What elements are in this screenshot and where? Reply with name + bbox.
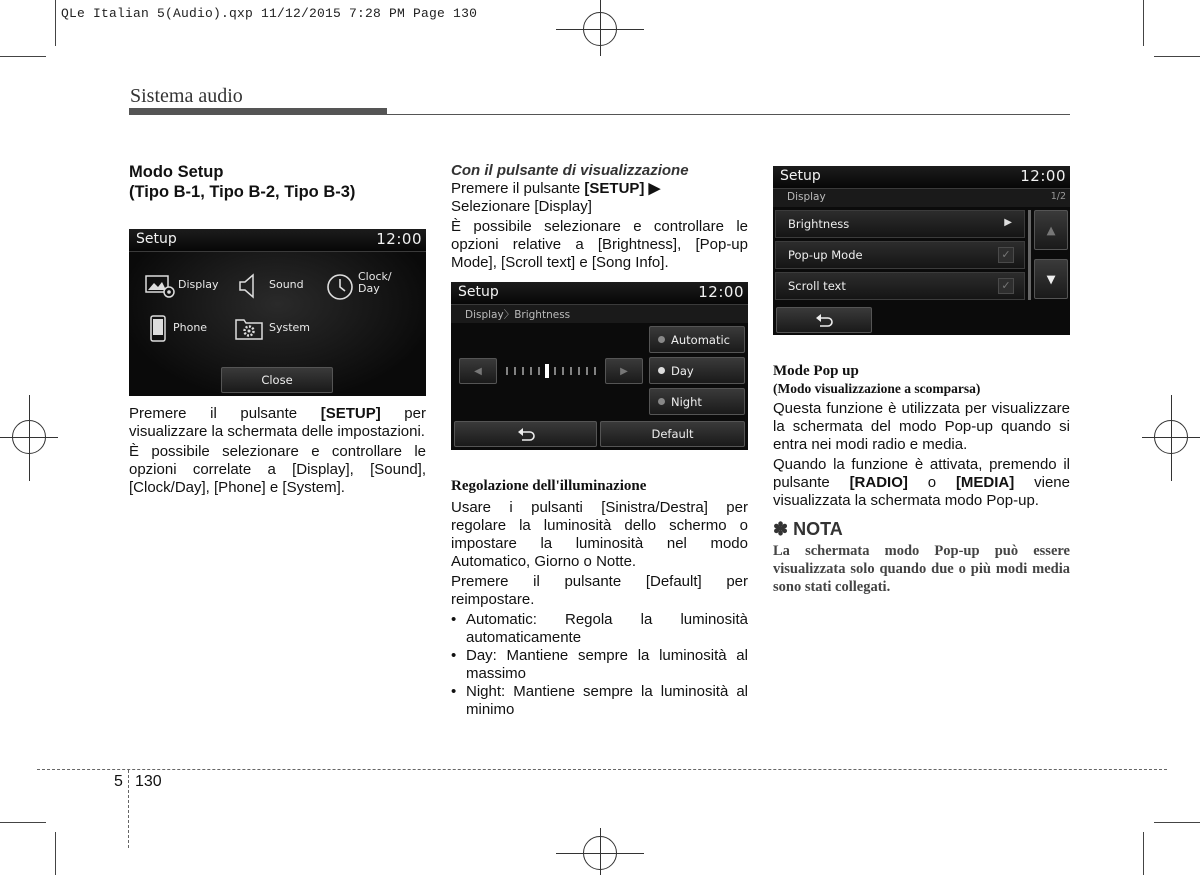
heading-popup-mode-sub: (Modo visualizzazione a scomparsa) bbox=[773, 381, 981, 396]
crop-mark bbox=[1154, 822, 1200, 823]
row-label: Brightness bbox=[788, 217, 850, 231]
button-reference: [RADIO] bbox=[849, 474, 908, 491]
paragraph: Usare i pulsanti [Sinistra/Destra] per regolare la luminosità dello schermo o impostare la luminosità nel modo Automatico, Giorno o Notte. bbox=[451, 499, 748, 570]
note-text: La schermata modo Pop-up può essere visualizzata solo quando due o più modi media sono stati collegati. bbox=[773, 543, 1070, 595]
paragraph: È possibile selezionare e controllare le opzioni relative a [Brightness], [Pop-up Mode], [Scroll text] e [Song Info]. bbox=[451, 218, 748, 271]
clock-icon bbox=[326, 273, 354, 301]
screen-title: Setup bbox=[458, 284, 499, 300]
paragraph bbox=[773, 456, 1070, 510]
subheading: Con il pulsante di visualizzazione bbox=[451, 162, 689, 179]
speaker-icon bbox=[237, 273, 261, 299]
paragraph bbox=[129, 405, 426, 441]
option-night[interactable] bbox=[649, 388, 745, 415]
phone-icon bbox=[149, 315, 167, 343]
setup-item-clock-day[interactable] bbox=[326, 271, 421, 305]
screen-subtitle: Display bbox=[787, 191, 826, 203]
setup-item-label: Phone bbox=[173, 321, 208, 334]
options-list bbox=[451, 611, 748, 719]
screen-clock: 12:00 bbox=[1020, 167, 1066, 185]
subtitle-bar bbox=[773, 189, 1070, 207]
column-1 bbox=[129, 162, 426, 202]
setup-item-label: System bbox=[269, 321, 311, 334]
screen-header bbox=[129, 229, 426, 252]
left-arrow-icon: ◀ bbox=[474, 365, 482, 377]
brightness-left-button[interactable] bbox=[459, 358, 497, 384]
button-reference: [SETUP] ▶ bbox=[584, 180, 661, 197]
setup-item-display[interactable] bbox=[145, 273, 235, 303]
breadcrumb: Display〉Brightness bbox=[465, 309, 571, 321]
screen-clock: 12:00 bbox=[376, 230, 422, 248]
paragraph: Premere il pulsante [Default] per reimpostare. bbox=[451, 573, 748, 608]
note-title: ✽ NOTA bbox=[773, 519, 843, 539]
setup-item-phone[interactable] bbox=[149, 315, 229, 345]
right-arrow-icon: ▶ bbox=[620, 365, 628, 377]
default-button[interactable]: Default bbox=[600, 421, 745, 447]
display-icon bbox=[145, 273, 177, 299]
page-indicator: 1/2 bbox=[1050, 191, 1066, 202]
button-reference: [SETUP] bbox=[320, 405, 381, 422]
setup-item-sound[interactable] bbox=[237, 273, 317, 303]
heading-setup-types: (Tipo B-1, Tipo B-2, Tipo B-3) bbox=[129, 183, 356, 201]
footer-divider bbox=[128, 770, 129, 848]
column-1-text bbox=[129, 405, 426, 497]
crop-mark bbox=[0, 822, 46, 823]
screen-header bbox=[773, 166, 1070, 189]
option-label: Day bbox=[671, 363, 694, 378]
brightness-slider[interactable] bbox=[501, 363, 601, 379]
return-arrow-icon bbox=[517, 427, 535, 441]
setup-item-label: Clock/ Day bbox=[358, 270, 392, 295]
back-button[interactable] bbox=[454, 421, 597, 447]
crop-mark bbox=[55, 0, 56, 46]
checkbox-icon[interactable]: ✓ bbox=[998, 247, 1014, 263]
heading-popup-mode: Mode Pop up bbox=[773, 363, 859, 379]
radio-icon bbox=[658, 336, 665, 343]
system-folder-icon bbox=[235, 315, 265, 341]
crop-mark bbox=[1143, 832, 1144, 875]
screen-title: Setup bbox=[780, 168, 821, 184]
list-item: • Day: Mantiene sempre la luminosità al massimo bbox=[451, 647, 748, 683]
down-arrow-icon: ▼ bbox=[1046, 272, 1056, 286]
option-label: Automatic bbox=[671, 332, 730, 347]
crop-mark bbox=[1143, 0, 1144, 46]
heading-setup-mode: Modo Setup bbox=[129, 163, 224, 181]
chevron-right-icon: ▶ bbox=[1004, 217, 1012, 228]
slider-ticks bbox=[501, 363, 601, 379]
column-3-text bbox=[773, 362, 1070, 596]
row-brightness[interactable] bbox=[775, 210, 1025, 238]
scroll-up-button[interactable] bbox=[1034, 210, 1068, 250]
brightness-right-button[interactable] bbox=[605, 358, 643, 384]
row-scroll-text[interactable] bbox=[775, 272, 1025, 300]
radio-icon bbox=[658, 367, 665, 374]
crop-mark bbox=[1154, 56, 1200, 57]
list-item: • Night: Mantiene sempre la luminosità al minimo bbox=[451, 683, 748, 719]
breadcrumb-bar bbox=[451, 305, 748, 323]
text-run: o bbox=[907, 474, 956, 491]
paragraph: Questa funzione è utilizzata per visualizzare la schermata del modo Pop-up quando si entra nei modi radio e media. bbox=[773, 400, 1070, 453]
scroll-down-button[interactable] bbox=[1034, 259, 1068, 299]
screen-clock: 12:00 bbox=[698, 283, 744, 301]
row-popup-mode[interactable] bbox=[775, 241, 1025, 269]
footer-rule bbox=[37, 769, 1167, 770]
setup-item-label: Display bbox=[178, 278, 219, 291]
close-button[interactable]: Close bbox=[221, 367, 333, 393]
chapter-number: 5 bbox=[114, 773, 123, 790]
header-rule-thin bbox=[387, 114, 1070, 115]
column-2-text-bottom bbox=[451, 477, 748, 719]
return-arrow-icon bbox=[815, 313, 833, 327]
checkbox-icon[interactable]: ✓ bbox=[998, 278, 1014, 294]
print-slug: QLe Italian 5(Audio).qxp 11/12/2015 7:28 PM Page 130 bbox=[61, 6, 478, 21]
option-day[interactable] bbox=[649, 357, 745, 384]
scrollbar[interactable] bbox=[1028, 210, 1031, 300]
paragraph bbox=[451, 180, 748, 198]
text-run: viene visualizzata la schermata modo Pop-up. bbox=[773, 474, 1070, 509]
text-run: Quando la funzione è attivata, premendo il pulsante bbox=[773, 456, 1070, 491]
text-run: Premere il pulsante bbox=[451, 180, 585, 197]
button-reference: [MEDIA] bbox=[955, 474, 1015, 491]
screen-header bbox=[451, 282, 748, 305]
option-automatic[interactable] bbox=[649, 326, 745, 353]
setup-item-label: Sound bbox=[269, 278, 304, 291]
paragraph: È possibile selezionare e controllare le opzioni correlate a [Display], [Sound], [Clock/Day], [Phone] e [System]. bbox=[129, 443, 426, 496]
option-label: Night bbox=[671, 394, 702, 409]
column-2-text-top bbox=[451, 162, 748, 272]
crop-mark bbox=[0, 56, 46, 57]
page-number: 130 bbox=[135, 773, 162, 790]
display-settings-screen bbox=[773, 166, 1070, 335]
screen-title: Setup bbox=[136, 231, 177, 247]
header-rule-thick bbox=[129, 108, 387, 115]
paragraph: Selezionare [Display] bbox=[451, 198, 592, 215]
radio-icon bbox=[658, 398, 665, 405]
row-label: Scroll text bbox=[788, 279, 846, 293]
brightness-screen bbox=[451, 282, 748, 450]
up-arrow-icon: ▲ bbox=[1046, 223, 1056, 237]
section-title: Sistema audio bbox=[130, 85, 243, 107]
back-button[interactable] bbox=[776, 307, 872, 333]
list-item: • Automatic: Regola la luminosità automaticamente bbox=[451, 611, 748, 647]
text-run: per visualizzare la schermata delle impostazioni. bbox=[129, 405, 426, 440]
text-run: Premere il pulsante bbox=[129, 405, 321, 422]
crop-mark bbox=[55, 832, 56, 875]
section-heading-brightness: Regolazione dell'illuminazione bbox=[451, 478, 647, 494]
row-label: Pop-up Mode bbox=[788, 248, 863, 262]
setup-item-system[interactable] bbox=[235, 315, 325, 345]
setup-menu-screen bbox=[129, 229, 426, 396]
